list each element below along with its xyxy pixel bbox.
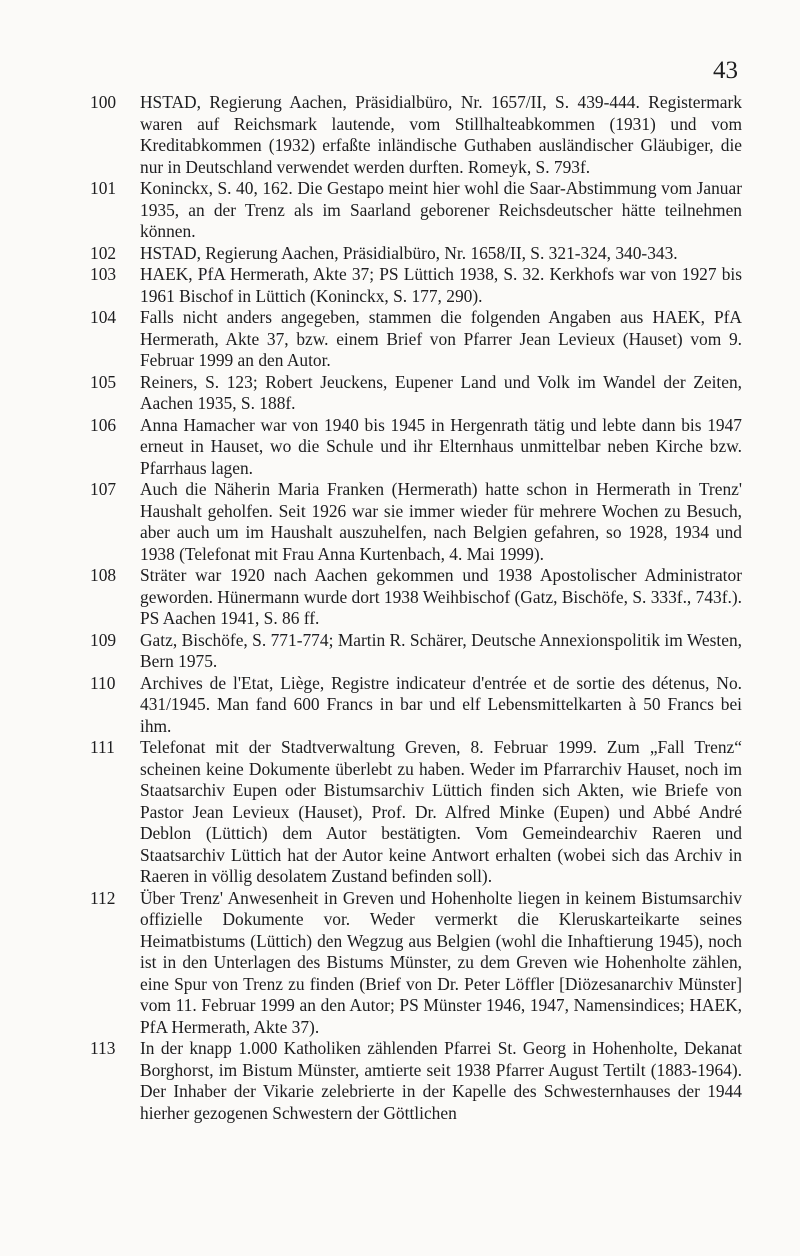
footnote-text: Falls nicht anders angegeben, stammen die folgenden Angaben aus HAEK, PfA Hermerath, Akte 37, bzw. einem Brief von Pfarrer Jean Levieux (Hauset) vom 9. Februar 1999 an den Autor. — [140, 307, 742, 370]
footnote-103 — [90, 264, 742, 307]
footnote-text: Sträter war 1920 nach Aachen gekommen und 1938 Apostolischer Administrator geworden. Hünermann wurde dort 1938 Weihbischof (Gatz, Bischöfe, S. 333f., 743f.). PS Aachen 1941, S. 86 ff. — [140, 565, 742, 628]
footnote-number: 101 — [90, 178, 117, 198]
footnote-number: 102 — [90, 242, 117, 263]
footnote-text: Reiners, S. 123; Robert Jeuckens, Eupener Land und Volk im Wandel der Zeiten, Aachen 1935, S. 188f. — [140, 371, 742, 413]
footnote-113 — [90, 1038, 742, 1124]
footnote-105 — [90, 372, 742, 415]
footnote-109 — [90, 630, 742, 673]
footnote-text: In der knapp 1.000 Katholiken zählenden Pfarrei St. Georg in Hohenholte, Dekanat Borghorst, im Bistum Münster, amtierte seit 1938 Pfarrer August Tertilt (1883-1964). Der Inhaber der Vikarie zelebrierte in der Kapelle des Schwesternhauses der 1944 hierher gezogenen Schwestern der Göttlichen — [140, 1038, 742, 1123]
footnote-text: Archives de l'Etat, Liège, Registre indicateur d'entrée et de sortie des détenus, No. 431/1945. Man fand 600 Francs in bar und elf Lebensmittelkarten à 50 Francs bei ihm. — [140, 672, 742, 736]
footnote-number: 109 — [90, 629, 117, 650]
footnote-number: 103 — [90, 264, 117, 284]
footnote-number: 105 — [90, 371, 117, 392]
footnote-100 — [90, 92, 742, 178]
footnote-number: 100 — [90, 92, 117, 112]
footnote-text: Auch die Näherin Maria Franken (Hermerath) hatte schon in Hermerath in Trenz' Haushalt geholfen. Seit 1926 war sie immer wieder für mehrere Wochen zu Besuch, aber auch um im Haushalt auszuhelfen, nach Belgien gefahren, so 1928, 1934 und 1938 (Telefonat mit Frau Anna Kurtenbach, 4. Mai 1999). — [140, 479, 742, 564]
footnote-number: 113 — [90, 1038, 116, 1058]
footnote-110 — [90, 673, 742, 738]
footnote-101 — [90, 178, 742, 243]
footnote-102 — [90, 243, 742, 265]
footnote-text: Gatz, Bischöfe, S. 771-774; Martin R. Schärer, Deutsche Annexionspolitik im Westen, Bern 1975. — [140, 629, 742, 671]
footnote-number: 104 — [90, 307, 117, 327]
footnote-text: Anna Hamacher war von 1940 bis 1945 in Hergenrath tätig und lebte dann bis 1947 erneut in Hauset, wo die Schule und ihr Elternhaus unmittelbar neben Kirche bzw. Pfarrhaus lagen. — [140, 414, 742, 478]
footnote-111 — [90, 737, 742, 888]
footnote-text: Telefonat mit der Stadtverwaltung Greven, 8. Februar 1999. Zum „Fall Trenz“ scheinen keine Dokumente überlebt zu haben. Weder im Pfarrarchiv Hauset, noch im Staatsarchiv Eupen oder Bistumsarchiv Lüttich finden sich Akten, wie Briefe von Pastor Jean Levieux (Hauset), Prof. Dr. Alfred Minke (Eupen) und Abbé André Deblon (Lüttich) dem Autor bestätigten. Vom Gemeindearchiv Raeren und Staatsarchiv Lüttich hat der Autor keine Antwort erhalten (wobei sich das Archiv in Raeren in völlig desolatem Zustand befinden soll). — [140, 737, 742, 886]
footnote-number: 106 — [90, 414, 117, 435]
footnote-number: 111 — [90, 737, 115, 757]
footnote-text: HSTAD, Regierung Aachen, Präsidialbüro, Nr. 1658/II, S. 321-324, 340-343. — [140, 242, 678, 263]
footnote-number: 110 — [90, 672, 116, 693]
footnote-list — [90, 92, 742, 1124]
footnote-104 — [90, 307, 742, 372]
footnote-text: Über Trenz' Anwesenheit in Greven und Hohenholte liegen in keinem Bistumsarchiv offizielle Dokumente vor. Weder vermerkt die Kleruskarteikarte seines Heimatbistums (Lüttich) den Wegzug aus Belgien (wohl die Inhaftierung 1945), noch ist in den Unterlagen des Bistums Münster, zu dem Greven wie Hohenholte zählen, eine Spur von Trenz zu finden (Brief von Dr. Peter Löffler [Diözesanarchiv Münster] vom 11. Februar 1999 an den Autor; PS Münster 1946, 1947, Namensindices; HAEK, PfA Hermerath, Akte 37). — [140, 887, 742, 1037]
footnote-108 — [90, 565, 742, 630]
footnote-107 — [90, 479, 742, 565]
page-number: 43 — [713, 57, 738, 84]
footnote-number: 107 — [90, 479, 117, 499]
footnote-number: 112 — [90, 887, 116, 908]
footnote-text: HAEK, PfA Hermerath, Akte 37; PS Lüttich 1938, S. 32. Kerkhofs war von 1927 bis 1961 Bischof in Lüttich (Koninckx, S. 177, 290). — [140, 264, 742, 306]
footnote-106 — [90, 415, 742, 480]
footnote-number: 108 — [90, 565, 117, 585]
footnote-text: HSTAD, Regierung Aachen, Präsidialbüro, Nr. 1657/II, S. 439-444. Registermark waren auf Reichsmark lautende, vom Stillhalteabkommen (1931) und vom Kreditabkommen (1932) erfaßte inländische Guthaben ausländischer Gläubiger, die nur in Deutschland verwendet werden durften. Romeyk, S. 793f. — [140, 92, 742, 177]
footnote-text: Koninckx, S. 40, 162. Die Gestapo meint hier wohl die Saar-Abstimmung vom Januar 1935, an der Trenz als im Saarland geborener Reichsdeutscher hätte teilnehmen können. — [140, 178, 742, 241]
footnote-112 — [90, 888, 742, 1039]
